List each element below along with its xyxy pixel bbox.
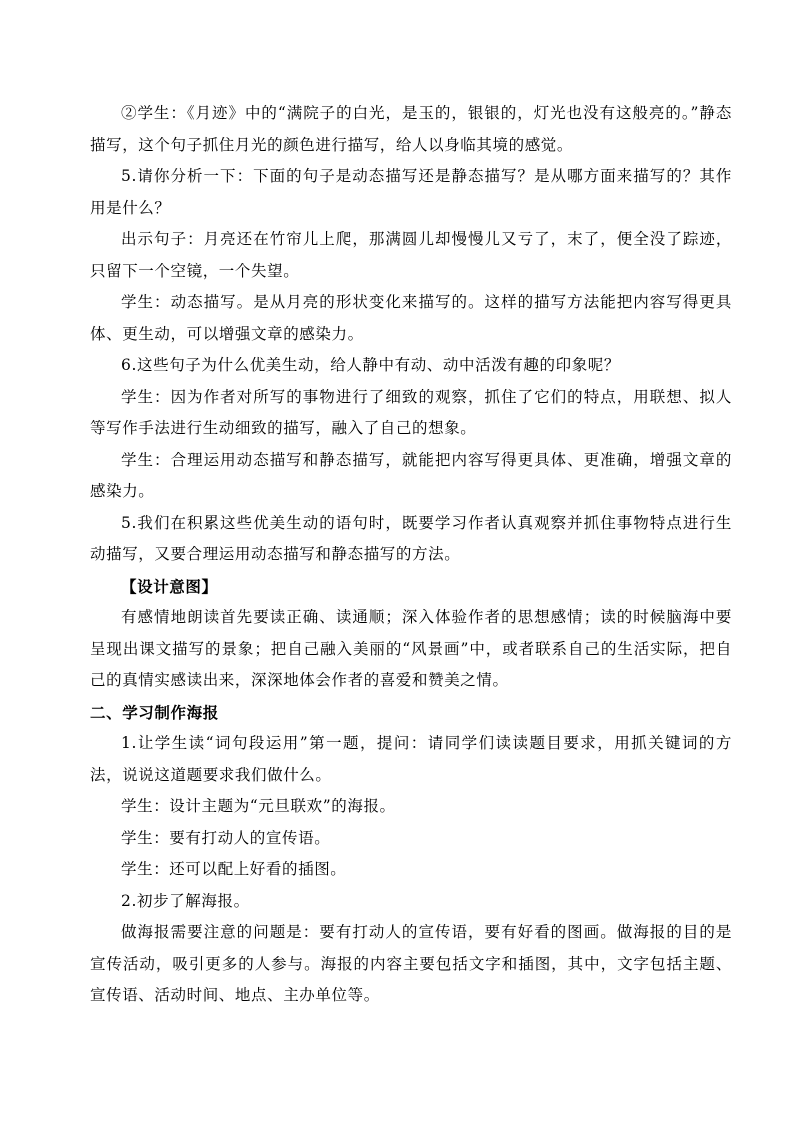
paragraph-poster-step-2: 2.初步了解海报。 (121, 891, 250, 910)
section-heading-poster: 二、学习制作海报 (90, 702, 219, 722)
paragraph-question-5: 5.请你分析一下：下面的句子是动态描写还是静态描写？是从哪方面来描写的？其作用是什么？ (90, 167, 732, 217)
paragraph-student-dynamic-answer: 学生：动态描写。是从月亮的形状变化来描写的。这样的描写方法能把内容写得更具体、更生动，可以增强文章的感染力。 (90, 293, 732, 343)
paragraph-poster-explanation: 做海报需要注意的问题是：要有打动人的宣传语，要有好看的图画。做海报的目的是宣传活动，吸引更多的人参与。海报的内容主要包括文字和插图，其中，文字包括主题、宣传语、活动时间、地点、主办单位等。 (90, 923, 732, 1004)
design-intent-heading: 【设计意图】 (121, 576, 218, 596)
paragraph-question-6: 6.这些句子为什么优美生动，给人静中有动、动中活泼有趣的印象呢？ (121, 356, 620, 374)
paragraph-student-yueji-example: ②学生：《月迹》中的“满院子的白光，是玉的，银银的，灯光也没有这般亮的。”静态描写，这个句子抓住月光的颜色进行描写，给人以身临其境的感觉。 (90, 104, 732, 154)
document-body (90, 98, 732, 1012)
paragraph-design-intent: 有感情地朗读首先要读正确、读通顺；深入体验作者的思想感情；读的时候脑海中要呈现出课文描写的景象；把自己融入美丽的“风景画”中，或者联系自己的生活实际，把自己的真情实感读出来，深深地体会作者的喜爱和赞美之情。 (90, 608, 732, 689)
paragraph-student-theme: 学生：设计主题为“元旦联欢”的海报。 (121, 797, 396, 815)
paragraph-student-illustration: 学生：还可以配上好看的插图。 (121, 860, 347, 878)
paragraph-example-sentence: 出示句子：月亮还在竹帘儿上爬，那满圆儿却慢慢儿又亏了，末了，便全没了踪迹，只留下一个空镜，一个失望。 (90, 230, 732, 280)
paragraph-student-observation-answer: 学生：因为作者对所写的事物进行了细致的观察，抓住了它们的特点，用联想、拟人等写作手法进行生动细致的描写，融入了自己的想象。 (90, 387, 732, 437)
paragraph-summary-5: 5.我们在积累这些优美生动的语句时，既要学习作者认真观察并抓住事物特点进行生动描写，又要合理运用动态描写和静态描写的方法。 (90, 513, 732, 563)
paragraph-student-slogan: 学生：要有打动人的宣传语。 (121, 828, 331, 847)
paragraph-poster-step-1: 1.让学生读“词句段运用”第一题，提问：请同学们读读题目要求，用抓关键词的方法，说说这道题要求我们做什么。 (90, 734, 732, 784)
paragraph-student-combined-answer: 学生：合理运用动态描写和静态描写，就能把内容写得更具体、更准确，增强文章的感染力。 (90, 450, 732, 500)
